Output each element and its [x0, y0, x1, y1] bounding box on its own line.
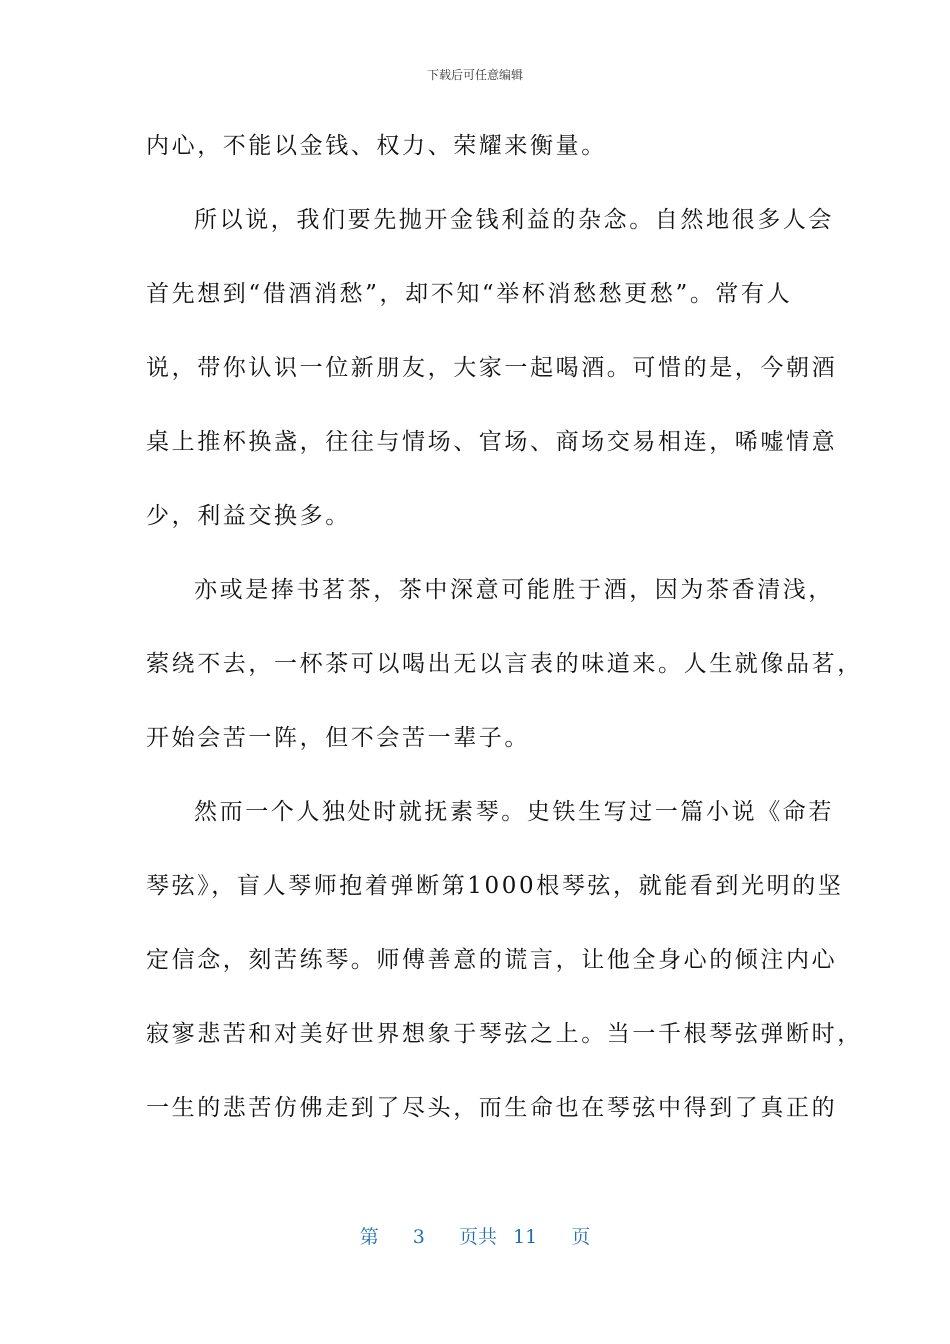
text-line: 内心，不能以金钱、权力、荣耀来衡量。 [146, 133, 607, 159]
paragraph-start-line: 所以说，我们要先抛开金钱利益的杂念。自然地很多人会 [194, 207, 834, 233]
text-line: 定信念，刻苦练琴。师傅善意的谎言，让他全身心的倾注内心 [146, 947, 838, 973]
text-line: 说，带你认识一位新朋友，大家一起喝酒。可惜的是，今朝酒 [146, 355, 838, 381]
page-header: 下载后可任意编辑 [426, 68, 523, 82]
current-page-number: 3 [412, 1226, 425, 1248]
footer-of-label: 页共 [458, 1226, 497, 1248]
footer-page-end-label: 页 [571, 1226, 591, 1248]
text-line: 萦绕不去，一杯茶可以喝出无以言表的味道来。人生就像品茗， [146, 651, 863, 677]
text-line: 桌上推杯换盏，往往与情场、官场、商场交易相连，唏嘘情意 [146, 429, 838, 455]
text-line: 少，利益交换多。 [146, 503, 351, 529]
text-line: 一生的悲苦仿佛走到了尽头，而生命也在琴弦中得到了真正的 [146, 1095, 838, 1121]
page-footer [0, 1222, 950, 1249]
text-line: 寂寥悲苦和对美好世界想象于琴弦之上。当一千根琴弦弹断时， [146, 1021, 863, 1047]
paragraph-start-line: 亦或是捧书茗茶，茶中深意可能胜于酒，因为茶香清浅， [194, 577, 834, 603]
text-line: 琴弦》，盲人琴师抱着弹断第1000根琴弦，就能看到光明的坚 [146, 873, 844, 899]
paragraph-start-line: 然而一个人独处时就抚素琴。史铁生写过一篇小说《命若 [194, 799, 834, 825]
document-body [146, 126, 863, 1162]
text-line: 首先想到“借酒消愁”，却不知“举杯消愁愁更愁”。常有人 [146, 281, 793, 307]
footer-page-label: 第 [359, 1226, 379, 1248]
total-pages-number: 11 [513, 1226, 538, 1248]
text-line: 开始会苦一阵，但不会苦一辈子。 [146, 725, 530, 751]
